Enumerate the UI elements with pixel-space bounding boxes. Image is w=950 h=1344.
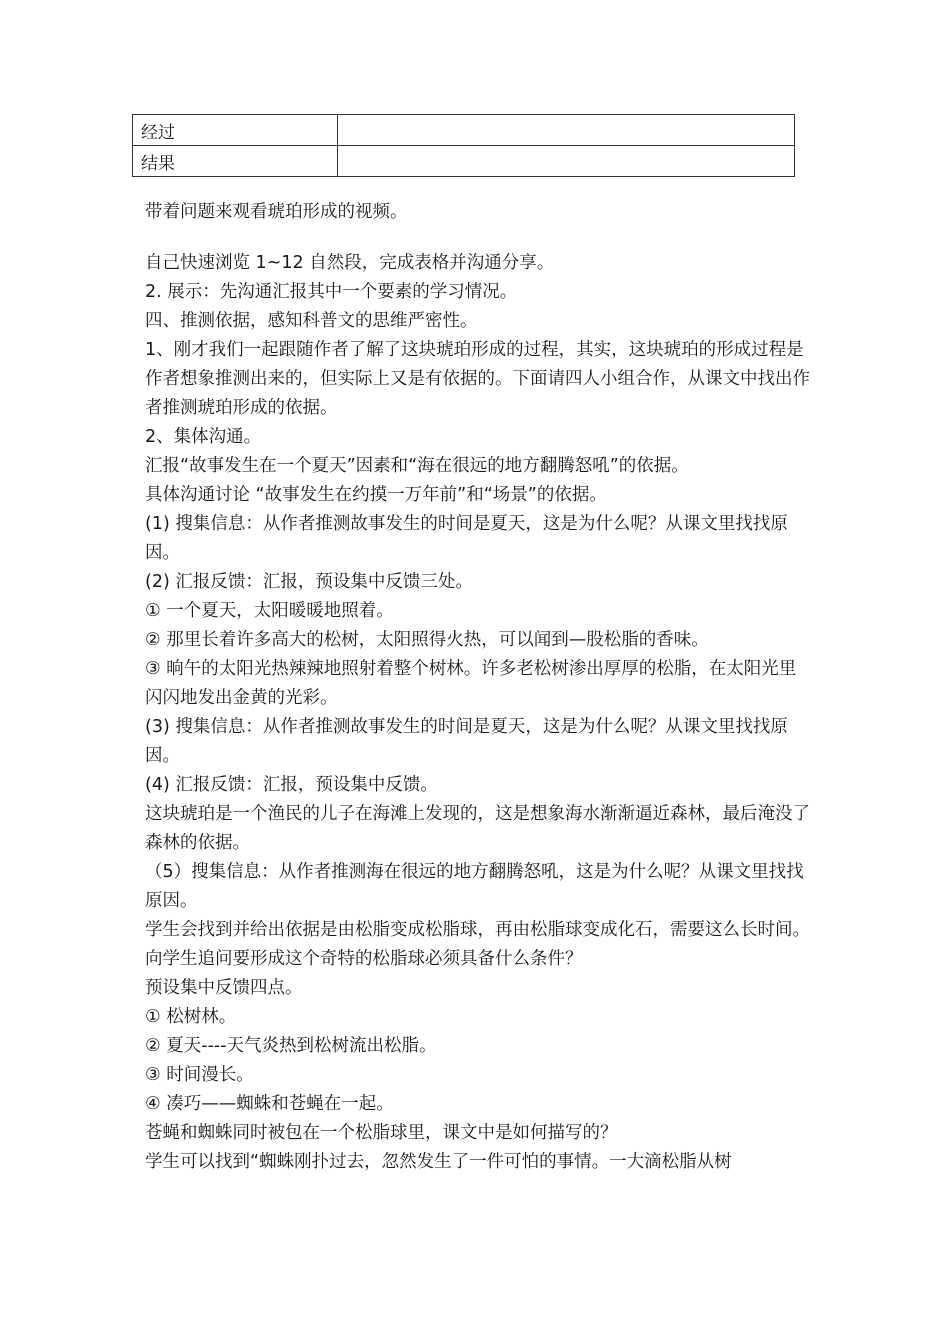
body-text [145, 198, 810, 1177]
paragraph: 这块琥珀是一个渔民的儿子在海滩上发现的，这是想象海水渐渐逼近森林，最后淹没了森林的依据。 [145, 804, 810, 853]
list-item: ② 夏天----天气炎热到松树流出松脂。 [145, 1036, 437, 1056]
list-item: ③ 时间漫长。 [145, 1065, 254, 1085]
paragraph: 预设集中反馈四点。 [145, 978, 303, 998]
list-item: ③ 晌午的太阳光热辣辣地照射着整个树林。许多老松树渗出厚厚的松脂，在太阳光里闪闪地发出金黄的光彩。 [145, 659, 797, 708]
list-item: ① 一个夏天，太阳暖暖地照着。 [145, 601, 394, 621]
paragraph: （5）搜集信息：从作者推测海在很远的地方翻腾怒吼，这是为什么呢？从课文里找找原因。 [145, 862, 804, 911]
paragraph: 汇报“故事发生在一个夏天”因素和“海在很远的地方翻腾怒吼”的依据。 [145, 456, 689, 476]
paragraph: 2. 展示：先沟通汇报其中一个要素的学习情况。 [145, 282, 518, 302]
paragraph: 具体沟通讨论 “故事发生在约摸一万年前”和“场景”的依据。 [145, 485, 607, 505]
paragraph: 苍蝇和蜘蛛同时被包在一个松脂球里，课文中是如何描写的？ [145, 1123, 618, 1143]
paragraph: (2) 汇报反馈：汇报，预设集中反馈三处。 [145, 572, 473, 592]
paragraph: (4) 汇报反馈：汇报，预设集中反馈。 [145, 775, 438, 795]
table-cell-label: 经过 [133, 115, 338, 146]
list-item: ① 松树林。 [145, 1007, 237, 1027]
list-item: ② 那里长着许多高大的松树，太阳照得火热，可以闻到—股松脂的香味。 [145, 630, 709, 650]
paragraph: 自己快速浏览 1~12 自然段，完成表格并沟通分享。 [145, 253, 555, 273]
paragraph: 1、刚才我们一起跟随作者了解了这块琥珀形成的过程，其实，这块琥珀的形成过程是作者想象推测出来的，但实际上又是有依据的。下面请四人小组合作，从课文中找出作者推测琥珀形成的依据。 [145, 340, 810, 418]
paragraph: 学生会找到并给出依据是由松脂变成松脂球，再由松脂球变成化石，需要这么长时间。 [145, 920, 810, 940]
table-cell-value [338, 146, 795, 177]
paragraph: (1) 搜集信息：从作者推测故事发生的时间是夏天，这是为什么呢？从课文里找找原因。 [145, 514, 788, 563]
table-row [133, 115, 795, 146]
table-row [133, 146, 795, 177]
paragraph: 向学生追问要形成这个奇特的松脂球必须具备什么条件？ [145, 949, 583, 969]
paragraph: 2、集体沟通。 [145, 427, 262, 447]
section-heading: 四、推测依据，感知科普文的思维严密性。 [145, 311, 478, 331]
list-item: ④ 凑巧——蜘蛛和苍蝇在一起。 [145, 1094, 394, 1114]
paragraph: 带着问题来观看琥珀形成的视频。 [145, 202, 408, 222]
paragraph: (3) 搜集信息：从作者推测故事发生的时间是夏天，这是为什么呢？从课文里找找原因。 [145, 717, 788, 766]
table-cell-value [338, 115, 795, 146]
table-cell-label: 结果 [133, 146, 338, 177]
paragraph: 学生可以找到“蜘蛛刚扑过去，忽然发生了一件可怕的事情。一大滴松脂从树 [145, 1152, 732, 1172]
story-elements-table [132, 114, 795, 177]
